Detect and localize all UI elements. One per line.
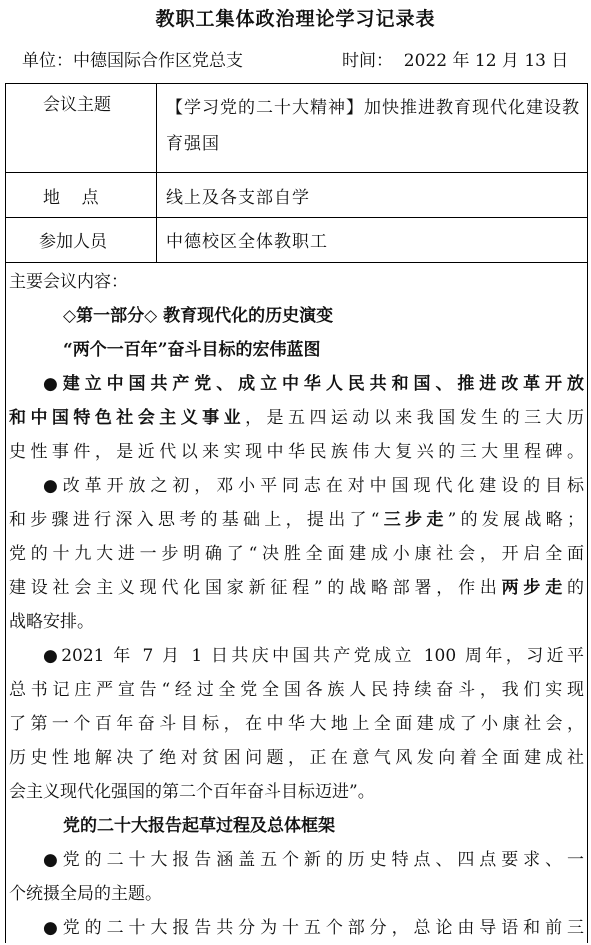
section-heading [9,299,584,333]
paragraph-line [9,503,584,537]
subheading-text: “两个一百年”奋斗目标的宏伟蓝图 [63,340,321,360]
bold-text: 两步走 [501,578,567,598]
paragraph-line [9,367,584,401]
paragraph-line: 个统摄全局的主题。 [9,884,162,904]
date-label: 时间： 2022 年 12 月 13 日 [342,51,569,71]
text: ”的发展战略； [447,510,584,530]
paragraph-line: 会主义现代化强国的第二个百年奋斗目标迈进”。 [9,782,375,802]
section-heading-text: ◇第一部分◇ 教育现代化的历史演变 [63,306,334,326]
meeting-content [9,265,584,945]
paragraph-line: 了第一个百年奋斗目标，在中华大地上全面建成了小康社会， [9,714,584,734]
paragraph-line: 总书记庄严宣告“经过全党全国各族人民持续奋斗，我们实现 [9,680,584,700]
bold-text: 三步走 [379,510,448,530]
paragraph-line: ●2021 年 7 月 1 日共庆中国共产党成立 100 周年，习近平 [43,646,584,666]
row-divider [6,172,587,173]
row-divider [6,262,587,263]
topic-value: 【学习党的二十大精神】加快推进教育现代化建设教育强国 [166,98,580,154]
participants-value: 中德校区全体教职工 [166,232,328,252]
paragraph-line [9,401,584,435]
paragraph-line: ●改革开放之初，邓小平同志在对中国现代化建设的目标 [43,476,584,496]
text: 建设社会主义现代化国家新征程”的战略部署，作出 [9,578,502,598]
column-divider [156,84,157,262]
topic-label: 会议主题 [43,95,111,115]
subheading [9,809,584,843]
document-title: 教职工集体政治理论学习记录表 [155,8,436,30]
place-value: 线上及各支部自学 [166,188,310,208]
paragraph-line: 党的十九大进一步明确了“决胜全面建成小康社会，开启全面 [9,544,584,564]
paragraph-line [9,571,584,605]
subheading-text: 党的二十大报告起草过程及总体框架 [63,816,335,836]
text: ，是五四运动以来我国发生的三大历 [245,408,585,428]
content-intro: 主要会议内容： [9,272,128,292]
participants-label: 参加人员 [39,232,107,252]
place-label: 地 点 [43,188,99,208]
paragraph-line: ●党的二十大报告涵盖五个新的历史特点、四点要求、一 [43,850,584,870]
record-table [5,83,588,943]
paragraph-line: 战略安排。 [9,612,94,632]
bold-text: ●建立中国共产党、成立中华人民共和国、推进改革开放 [43,374,584,394]
unit-label: 单位：中德国际合作区党总支 [22,51,243,71]
text: 的 [567,578,584,598]
bold-text: 和中国特色社会主义事业 [9,408,246,428]
row-divider [6,217,587,218]
text: 和步骤进行深入思考的基础上，提出了“ [9,510,380,530]
paragraph-line: ●党的二十大报告共分为十五个部分，总论由导语和前三 [43,918,584,938]
paragraph-line: 史性事件，是近代以来实现中华民族伟大复兴的三大里程碑。 [9,442,584,462]
paragraph-line: 历史性地解决了绝对贫困问题，正在意气风发向着全面建成社 [9,748,584,768]
subheading [9,333,584,367]
